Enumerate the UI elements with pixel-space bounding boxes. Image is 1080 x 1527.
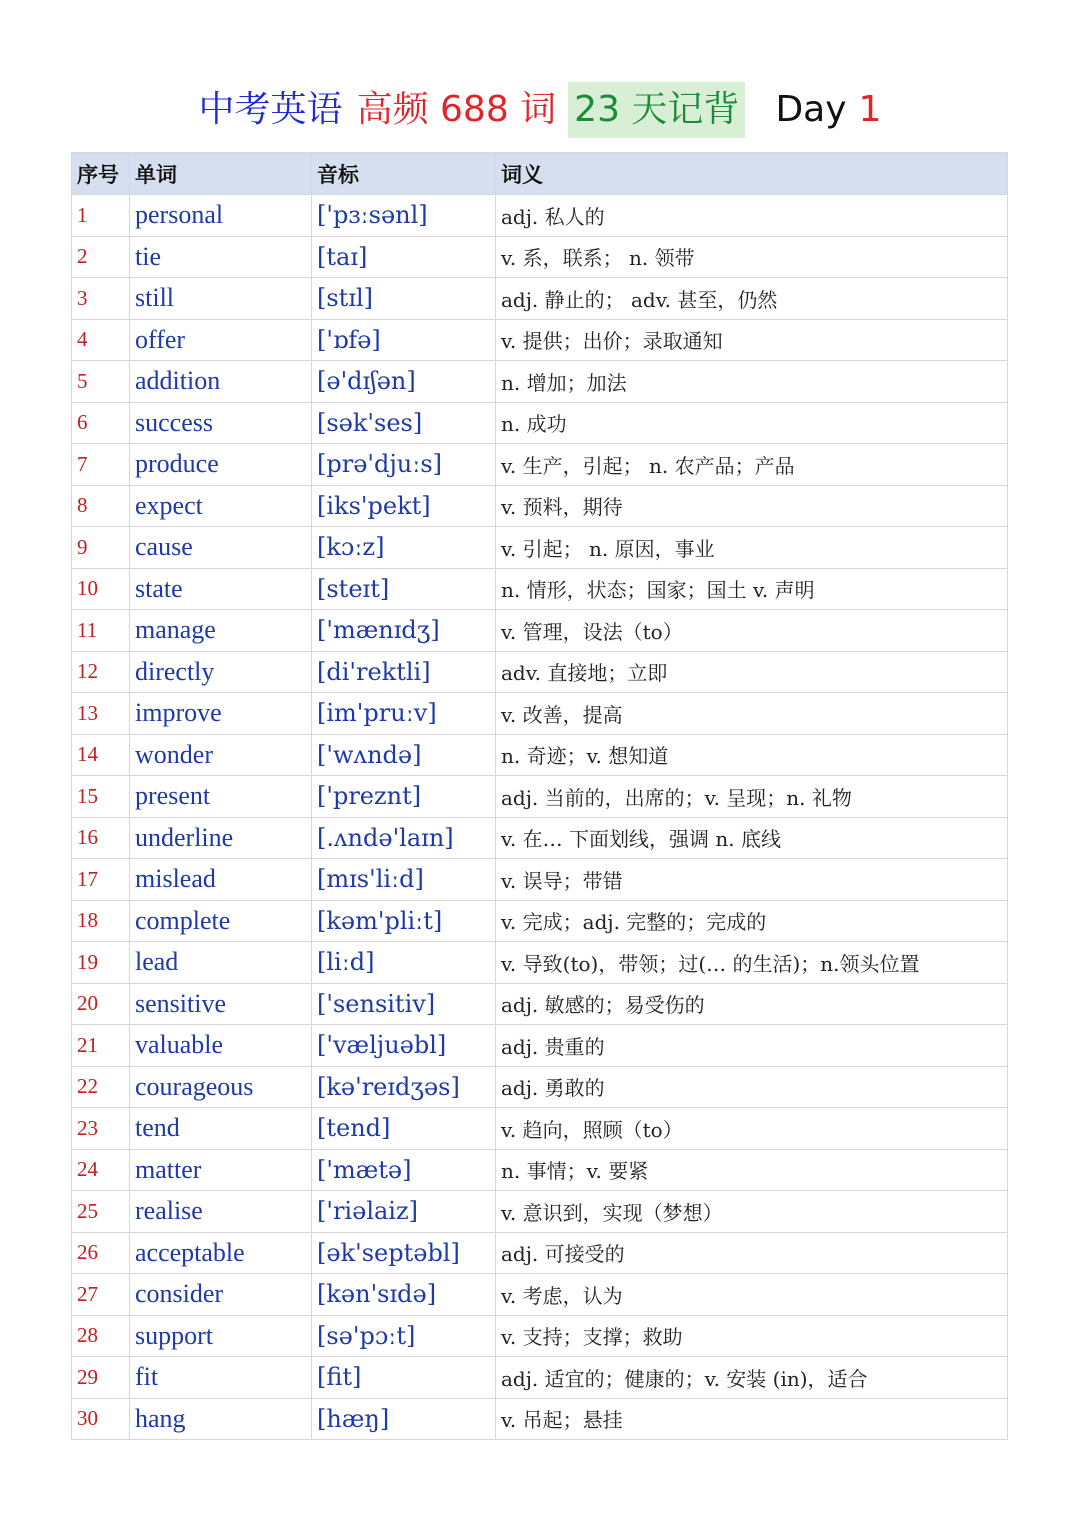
table-row [72,485,1008,527]
row-number: 18 [72,900,130,942]
row-word: matter [130,1149,312,1191]
row-phonetic: ['mætə] [312,1149,496,1191]
row-word: still [130,278,312,320]
row-number: 24 [72,1149,130,1191]
row-meaning: adj. 勇敢的 [496,1066,1008,1108]
row-phonetic: [.ʌndə'laɪn] [312,817,496,859]
row-meaning: n. 事情；v. 要紧 [496,1149,1008,1191]
row-meaning: v. 提供；出价；录取通知 [496,319,1008,361]
table-row [72,610,1008,652]
table-row [72,1025,1008,1067]
row-phonetic: ['mænɪdʒ] [312,610,496,652]
row-word: improve [130,693,312,735]
table-row [72,1066,1008,1108]
table-row [72,1191,1008,1233]
row-meaning: adv. 直接地；立即 [496,651,1008,693]
row-word: expect [130,485,312,527]
row-number: 12 [72,651,130,693]
row-meaning: v. 意识到，实现（梦想） [496,1191,1008,1233]
page-title [0,82,1080,138]
row-phonetic: [sək'ses] [312,402,496,444]
row-meaning: adj. 静止的； adv. 甚至，仍然 [496,278,1008,320]
row-meaning: v. 预料，期待 [496,485,1008,527]
row-number: 26 [72,1232,130,1274]
row-phonetic: ['preznt] [312,776,496,818]
row-phonetic: [taɪ] [312,236,496,278]
row-number: 17 [72,859,130,901]
row-meaning: v. 生产，引起； n. 农产品；产品 [496,444,1008,486]
table-row [72,817,1008,859]
row-phonetic: [fit] [312,1357,496,1399]
row-number: 7 [72,444,130,486]
row-meaning: adj. 敏感的；易受伤的 [496,983,1008,1025]
row-meaning: v. 完成；adj. 完整的；完成的 [496,900,1008,942]
row-word: success [130,402,312,444]
row-number: 25 [72,1191,130,1233]
row-phonetic: [kən'sɪdə] [312,1274,496,1316]
table-row [72,195,1008,237]
row-meaning: v. 引起； n. 原因，事业 [496,527,1008,569]
row-meaning: v. 趋向，照顾（to） [496,1108,1008,1150]
table-row [72,402,1008,444]
row-word: produce [130,444,312,486]
row-number: 11 [72,610,130,652]
row-word: state [130,568,312,610]
row-word: mislead [130,859,312,901]
table-row [72,568,1008,610]
row-number: 8 [72,485,130,527]
row-phonetic: [steɪt] [312,568,496,610]
row-phonetic: ['ɒfə] [312,319,496,361]
row-word: directly [130,651,312,693]
table-row [72,278,1008,320]
row-word: manage [130,610,312,652]
row-number: 6 [72,402,130,444]
row-number: 5 [72,361,130,403]
table-row [72,236,1008,278]
header-word: 单词 [130,153,312,195]
row-phonetic: [tend] [312,1108,496,1150]
row-number: 15 [72,776,130,818]
table-header [72,153,1008,195]
row-phonetic: [stɪl] [312,278,496,320]
row-word: hang [130,1398,312,1440]
row-phonetic: [kə'reɪdʒəs] [312,1066,496,1108]
row-word: support [130,1315,312,1357]
row-meaning: v. 误导；带错 [496,859,1008,901]
row-word: tend [130,1108,312,1150]
row-meaning: adj. 可接受的 [496,1232,1008,1274]
table-row [72,983,1008,1025]
row-number: 1 [72,195,130,237]
table-row [72,319,1008,361]
row-word: valuable [130,1025,312,1067]
row-phonetic: [di'rektli] [312,651,496,693]
row-number: 22 [72,1066,130,1108]
row-meaning: n. 情形，状态；国家；国土 v. 声明 [496,568,1008,610]
row-number: 14 [72,734,130,776]
row-word: wonder [130,734,312,776]
row-number: 4 [72,319,130,361]
row-number: 29 [72,1357,130,1399]
row-phonetic: [sə'pɔːt] [312,1315,496,1357]
table-body [72,195,1008,1440]
row-phonetic: [liːd] [312,942,496,984]
title-day-label: Day [775,89,847,130]
title-days-memorize: 23 天记背 [568,82,745,138]
row-phonetic: ['pɜːsənl] [312,195,496,237]
row-word: addition [130,361,312,403]
table-row [72,942,1008,984]
row-word: courageous [130,1066,312,1108]
vocabulary-table [71,152,1008,1440]
row-meaning: v. 管理，设法（to） [496,610,1008,652]
row-meaning: n. 增加；加法 [496,361,1008,403]
row-meaning: v. 系，联系； n. 领带 [496,236,1008,278]
row-meaning: adj. 当前的，出席的；v. 呈现；n. 礼物 [496,776,1008,818]
row-meaning: v. 改善，提高 [496,693,1008,735]
row-phonetic: [im'pruːv] [312,693,496,735]
header-phonetic: 音标 [312,153,496,195]
row-word: personal [130,195,312,237]
row-phonetic: [prə'djuːs] [312,444,496,486]
table-row [72,776,1008,818]
title-exam-english: 中考英语 [198,89,343,130]
row-meaning: v. 在… 下面划线，强调 n. 底线 [496,817,1008,859]
table-row [72,1357,1008,1399]
row-word: tie [130,236,312,278]
row-word: lead [130,942,312,984]
table-row [72,361,1008,403]
row-phonetic: [kəm'pliːt] [312,900,496,942]
row-phonetic: [ə'dɪʃən] [312,361,496,403]
row-meaning: adj. 贵重的 [496,1025,1008,1067]
row-number: 27 [72,1274,130,1316]
header-meaning: 词义 [496,153,1008,195]
row-meaning: v. 支持；支撑；救助 [496,1315,1008,1357]
table-row [72,1274,1008,1316]
row-number: 21 [72,1025,130,1067]
table-row [72,1232,1008,1274]
row-number: 13 [72,693,130,735]
row-phonetic: ['væljuəbl] [312,1025,496,1067]
title-day-number: 1 [858,89,882,130]
header-number: 序号 [72,153,130,195]
row-meaning: v. 吊起；悬挂 [496,1398,1008,1440]
row-word: fit [130,1357,312,1399]
row-word: present [130,776,312,818]
table-row [72,734,1008,776]
row-word: acceptable [130,1232,312,1274]
row-word: sensitive [130,983,312,1025]
table-row [72,693,1008,735]
row-word: offer [130,319,312,361]
row-number: 9 [72,527,130,569]
row-number: 30 [72,1398,130,1440]
row-meaning: adj. 私人的 [496,195,1008,237]
row-word: underline [130,817,312,859]
row-phonetic: [iks'pekt] [312,485,496,527]
row-meaning: v. 考虑，认为 [496,1274,1008,1316]
row-meaning: n. 成功 [496,402,1008,444]
row-number: 28 [72,1315,130,1357]
row-meaning: v. 导致(to)，带领；过(… 的生活)；n.领头位置 [496,942,1008,984]
row-number: 23 [72,1108,130,1150]
table-row [72,859,1008,901]
row-number: 19 [72,942,130,984]
row-phonetic: ['riəlaiz] [312,1191,496,1233]
row-phonetic: ['sensitiv] [312,983,496,1025]
row-number: 20 [72,983,130,1025]
row-word: cause [130,527,312,569]
row-word: consider [130,1274,312,1316]
table-row [72,527,1008,569]
row-number: 10 [72,568,130,610]
row-number: 2 [72,236,130,278]
row-phonetic: [ək'septəbl] [312,1232,496,1274]
row-meaning: n. 奇迹；v. 想知道 [496,734,1008,776]
title-high-frequency: 高频 688 词 [356,89,557,130]
table-row [72,651,1008,693]
row-word: complete [130,900,312,942]
row-number: 16 [72,817,130,859]
table-row [72,900,1008,942]
row-phonetic: [hæŋ] [312,1398,496,1440]
table-row [72,1149,1008,1191]
row-phonetic: ['wʌndə] [312,734,496,776]
table-row [72,1108,1008,1150]
row-number: 3 [72,278,130,320]
table-row [72,1398,1008,1440]
table-row [72,1315,1008,1357]
table-row [72,444,1008,486]
row-word: realise [130,1191,312,1233]
row-meaning: adj. 适宜的；健康的；v. 安装 (in)，适合 [496,1357,1008,1399]
row-phonetic: [kɔːz] [312,527,496,569]
row-phonetic: [mɪs'liːd] [312,859,496,901]
